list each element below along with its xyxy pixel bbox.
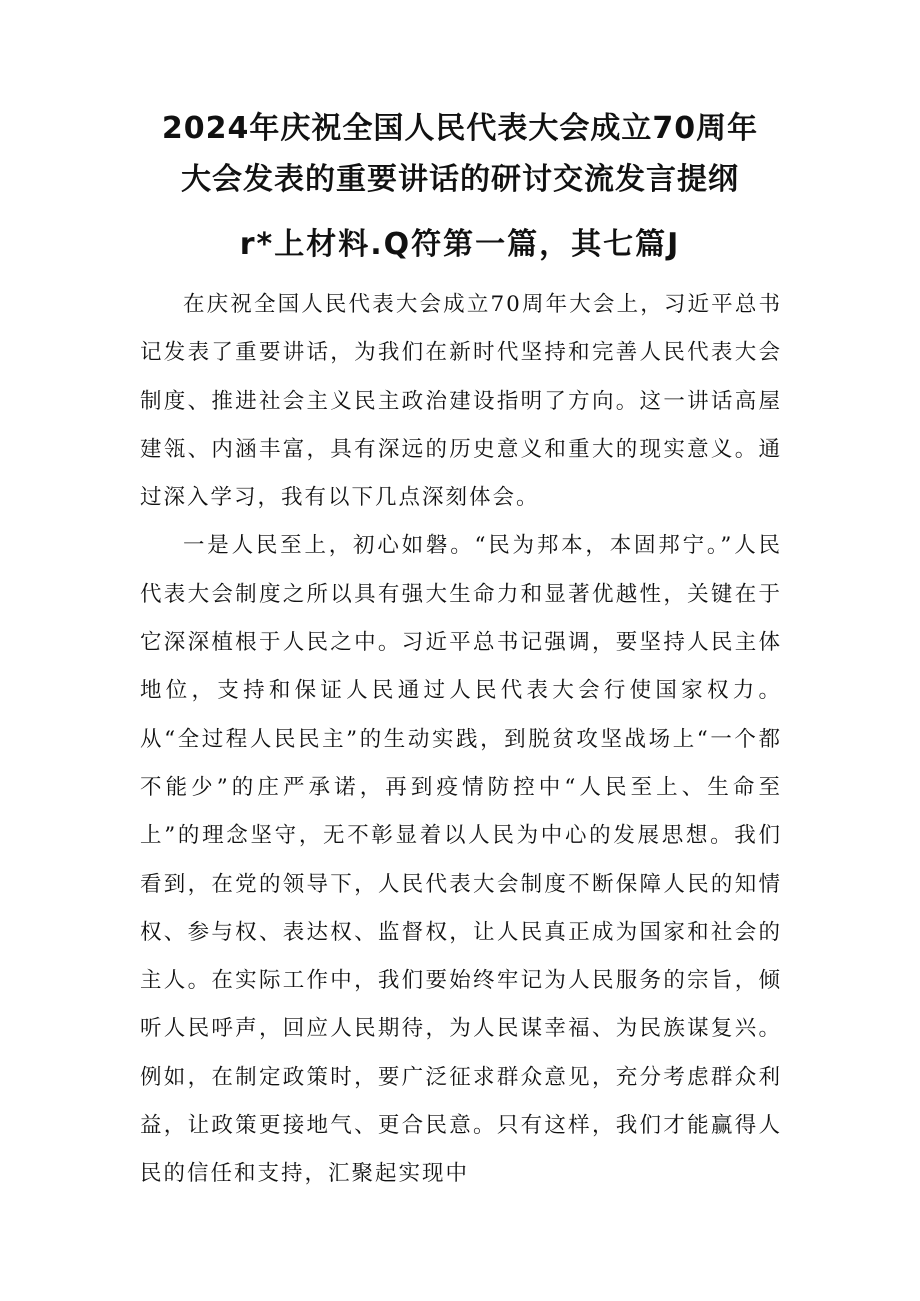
document-title-line-1: 2024年庆祝全国人民代表大会成立70周年 [161,111,759,146]
paragraph-point-one: 一是人民至上，初心如磐。“民为邦本，本固邦宁。”人民代表大会制度之所以具有强大生命力和显著优越性，关键在于它深深植根于人民之中。习近平总书记强调，要坚持人民主体地位，支持和保证人民通过人民代表大会行使国家权力。从“全过程人民民主”的生动实践，到脱贫攻坚战场上“一个都不能少”的庄严承诺，再到疫情防控中“人民至上、生命至上”的理念坚守，无不彰显着以人民为中心的发展思想。我们看到，在党的领导下，人民代表大会制度不断保障人民的知情权、参与权、表达权、监督权，让人民真正成为国家和社会的主人。在实际工作中，我们要始终牢记为人民服务的宗旨，倾听人民呼声，回应人民期待，为人民谋幸福、为民族谋复兴。例如，在制定政策时，要广泛征求群众意见，充分考虑群众利益，让政策更接地气、更合民意。只有这样，我们才能赢得人民的信任和支持，汇聚起实现中 [140,533,782,1187]
paragraph-intro: 在庆祝全国人民代表大会成立70周年大会上，习近平总书记发表了重要讲话，为我们在新时代坚持和完善人民代表大会制度、推进社会主义民主政治建设指明了方向。这一讲话高屋建瓴、内涵丰富，具有深远的历史意义和重大的现实意义。通过深入学习，我有以下几点深刻体会。 [140,292,782,511]
document-body [140,281,782,1199]
document-title-line-2: 大会发表的重要讲话的研讨交流发言提纲 [181,162,739,197]
document-subtitle: r*上材料.Q符第一篇，其七篇J [239,227,681,262]
